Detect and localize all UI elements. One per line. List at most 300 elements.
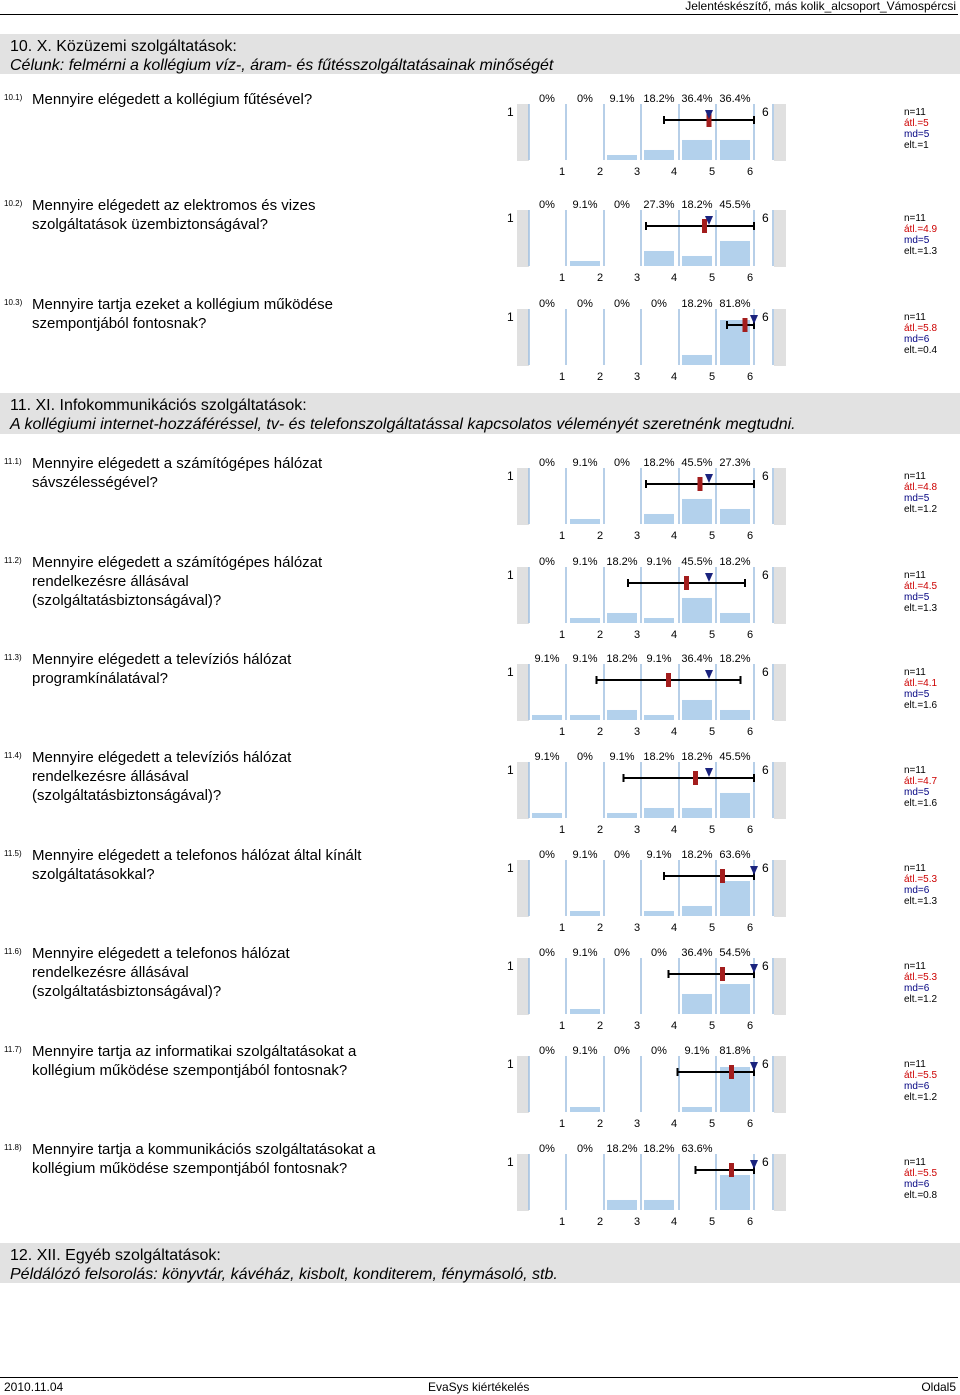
median-marker xyxy=(705,110,713,119)
stat-sd: elt.=1.2 xyxy=(904,994,938,1005)
section-11 xyxy=(0,393,960,434)
stat-n: n=11 xyxy=(904,961,926,972)
tick-label: 2 xyxy=(596,726,604,738)
percent-label: 0% xyxy=(577,93,593,105)
scale-left-label: 1 xyxy=(507,469,514,483)
percent-label: 18.2% xyxy=(719,653,751,665)
section-subtitle: A kollégiumi internet-hozzáféréssel, tv- és telefonszolgáltatással kapcsolatos véleményét szeretnénk megtudni. xyxy=(10,416,796,433)
bar-1 xyxy=(532,813,562,818)
distribution-chart xyxy=(0,846,900,936)
tick-label: 4 xyxy=(670,371,678,383)
percent-label: 18.2% xyxy=(606,556,638,568)
scale-left-panel xyxy=(517,567,529,624)
tick-label: 4 xyxy=(670,824,678,836)
scale-right-panel xyxy=(774,309,786,366)
question-number: 11.3) xyxy=(4,653,22,662)
tick-label: 4 xyxy=(670,166,678,178)
percent-label: 45.5% xyxy=(719,751,751,763)
percent-label: 45.5% xyxy=(681,457,713,469)
percent-label: 18.2% xyxy=(719,556,751,568)
stat-sd: elt.=1.6 xyxy=(904,798,938,809)
bar-4 xyxy=(644,150,674,160)
percent-label: 9.1% xyxy=(534,653,560,665)
tick-label: 6 xyxy=(746,1118,754,1130)
bar-6 xyxy=(720,140,750,160)
percent-label: 9.1% xyxy=(572,556,598,568)
bar-6 xyxy=(720,984,750,1014)
stat-median: md=5 xyxy=(904,129,930,140)
footer-divider xyxy=(0,1377,958,1378)
tick-label: 6 xyxy=(746,824,754,836)
bar-5 xyxy=(682,355,712,365)
bar-5 xyxy=(682,499,712,524)
tick-label: 4 xyxy=(670,272,678,284)
question-number: 11.1) xyxy=(4,457,22,466)
tick-label: 4 xyxy=(670,726,678,738)
scale-right-panel xyxy=(774,210,786,267)
scale-left-panel xyxy=(517,762,529,819)
question-text: Mennyire elégedett a kollégium fűtésével? xyxy=(32,91,313,108)
tick-label: 6 xyxy=(746,166,754,178)
tick-label: 4 xyxy=(670,530,678,542)
percent-label: 9.1% xyxy=(534,751,560,763)
bar-6 xyxy=(720,881,750,916)
bar-2 xyxy=(570,519,600,524)
scale-right-label: 6 xyxy=(762,665,769,679)
footer-center: EvaSys kiértékelés xyxy=(428,1380,530,1394)
stat-median: md=5 xyxy=(904,787,930,798)
scale-right-label: 6 xyxy=(762,1057,769,1071)
tick-label: 1 xyxy=(558,272,566,284)
bar-5 xyxy=(682,994,712,1014)
mean-marker xyxy=(720,967,725,981)
percent-label: 63.6% xyxy=(681,1143,713,1155)
stat-median: md=6 xyxy=(904,983,930,994)
tick-label: 2 xyxy=(596,922,604,934)
median-marker xyxy=(750,1160,758,1169)
percent-label: 0% xyxy=(539,556,555,568)
stats-block xyxy=(904,471,937,515)
scale-left-panel xyxy=(517,210,529,267)
percent-label: 36.4% xyxy=(681,93,713,105)
tick-label: 3 xyxy=(633,629,641,641)
question-number: 10.2) xyxy=(4,199,23,208)
stat-sd: elt.=1.3 xyxy=(904,246,938,257)
scale-left-panel xyxy=(517,468,529,525)
percent-label: 9.1% xyxy=(572,947,598,959)
stat-n: n=11 xyxy=(904,863,926,874)
median-marker xyxy=(705,474,713,483)
header-divider xyxy=(0,14,958,15)
question-10-2- xyxy=(0,196,960,286)
tick-label: 6 xyxy=(746,922,754,934)
tick-label: 5 xyxy=(708,272,716,284)
question-text: Mennyire elégedett a számítógépes hálózat sávszélességével? xyxy=(32,455,323,491)
scale-left-panel xyxy=(517,958,529,1015)
bar-6 xyxy=(720,613,750,623)
question-11-4- xyxy=(0,748,960,838)
tick-label: 5 xyxy=(708,726,716,738)
tick-label: 2 xyxy=(596,371,604,383)
percent-label: 18.2% xyxy=(681,849,713,861)
median-marker xyxy=(750,315,758,324)
tick-label: 1 xyxy=(558,166,566,178)
stat-median: md=5 xyxy=(904,235,930,246)
section-subtitle: Célunk: felmérni a kollégium víz-, áram- és fűtésszolgáltatásainak minőségét xyxy=(10,57,554,74)
stat-mean: átl.=5.5 xyxy=(904,1070,938,1081)
percent-label: 18.2% xyxy=(606,1143,638,1155)
scale-left-label: 1 xyxy=(507,105,514,119)
tick-label: 5 xyxy=(708,629,716,641)
percent-label: 81.8% xyxy=(719,298,751,310)
tick-label: 2 xyxy=(596,629,604,641)
stats-block xyxy=(904,863,937,907)
stat-mean: átl.=5.3 xyxy=(904,972,938,983)
mean-marker xyxy=(702,219,707,233)
question-11-7- xyxy=(0,1042,960,1132)
tick-label: 4 xyxy=(670,1216,678,1228)
bar-4 xyxy=(644,808,674,818)
bar-6 xyxy=(720,1067,750,1112)
tick-label: 2 xyxy=(596,1118,604,1130)
distribution-chart xyxy=(0,454,900,544)
stat-n: n=11 xyxy=(904,570,926,581)
median-marker xyxy=(750,1062,758,1071)
tick-label: 5 xyxy=(708,1216,716,1228)
distribution-chart xyxy=(0,90,900,180)
stat-n: n=11 xyxy=(904,667,926,678)
tick-label: 6 xyxy=(746,726,754,738)
bar-3 xyxy=(607,813,637,818)
mean-marker xyxy=(698,477,703,491)
question-text: Mennyire tartja a kommunikációs szolgáltatásokat a kollégium működése szempontjából fontosnak? xyxy=(32,1141,376,1177)
percent-label: 0% xyxy=(539,199,555,211)
tick-label: 2 xyxy=(596,824,604,836)
percent-label: 9.1% xyxy=(646,556,672,568)
scale-right-panel xyxy=(774,664,786,721)
scale-left-label: 1 xyxy=(507,1057,514,1071)
tick-label: 4 xyxy=(670,922,678,934)
bar-5 xyxy=(682,906,712,916)
percent-label: 0% xyxy=(577,298,593,310)
percent-label: 0% xyxy=(614,1045,630,1057)
question-text: Mennyire tartja ezeket a kollégium működése szempontjából fontosnak? xyxy=(32,296,333,332)
percent-label: 9.1% xyxy=(572,653,598,665)
stat-median: md=5 xyxy=(904,493,930,504)
stat-n: n=11 xyxy=(904,312,926,323)
percent-label: 0% xyxy=(539,1143,555,1155)
scale-right-label: 6 xyxy=(762,568,769,582)
question-number: 10.3) xyxy=(4,298,23,307)
percent-label: 9.1% xyxy=(646,653,672,665)
bar-6 xyxy=(720,241,750,266)
percent-label: 0% xyxy=(614,947,630,959)
tick-label: 1 xyxy=(558,922,566,934)
bar-2 xyxy=(570,911,600,916)
scale-right-label: 6 xyxy=(762,310,769,324)
percent-label: 18.2% xyxy=(681,298,713,310)
scale-left-label: 1 xyxy=(507,1155,514,1169)
percent-label: 0% xyxy=(577,751,593,763)
stat-sd: elt.=1 xyxy=(904,140,929,151)
stat-sd: elt.=0.4 xyxy=(904,345,938,356)
percent-label: 0% xyxy=(539,457,555,469)
percent-label: 9.1% xyxy=(572,1045,598,1057)
scale-right-label: 6 xyxy=(762,211,769,225)
question-11-5- xyxy=(0,846,960,936)
tick-label: 1 xyxy=(558,530,566,542)
distribution-chart xyxy=(0,748,900,838)
section-12 xyxy=(0,1243,960,1283)
distribution-chart xyxy=(0,196,900,286)
stat-sd: elt.=1.2 xyxy=(904,504,938,515)
tick-label: 6 xyxy=(746,629,754,641)
percent-label: 9.1% xyxy=(572,199,598,211)
tick-label: 1 xyxy=(558,726,566,738)
question-number: 11.8) xyxy=(4,1143,22,1152)
percent-label: 18.2% xyxy=(681,751,713,763)
tick-label: 6 xyxy=(746,530,754,542)
stat-n: n=11 xyxy=(904,471,926,482)
stat-mean: átl.=5 xyxy=(904,118,929,129)
tick-label: 1 xyxy=(558,629,566,641)
scale-left-label: 1 xyxy=(507,959,514,973)
tick-label: 4 xyxy=(670,629,678,641)
bar-2 xyxy=(570,1107,600,1112)
percent-label: 0% xyxy=(539,1045,555,1057)
mean-marker xyxy=(693,771,698,785)
stat-median: md=6 xyxy=(904,334,930,345)
tick-label: 5 xyxy=(708,922,716,934)
tick-label: 3 xyxy=(633,530,641,542)
tick-label: 1 xyxy=(558,1118,566,1130)
stats-block xyxy=(904,107,929,151)
mean-marker xyxy=(729,1163,734,1177)
tick-label: 6 xyxy=(746,371,754,383)
tick-label: 1 xyxy=(558,1020,566,1032)
scale-left-label: 1 xyxy=(507,568,514,582)
scale-left-panel xyxy=(517,1056,529,1113)
percent-label: 0% xyxy=(614,298,630,310)
percent-label: 63.6% xyxy=(719,849,751,861)
tick-label: 3 xyxy=(633,272,641,284)
percent-label: 9.1% xyxy=(609,751,635,763)
stat-n: n=11 xyxy=(904,1157,926,1168)
bar-6 xyxy=(720,710,750,720)
stats-block xyxy=(904,961,937,1005)
stat-sd: elt.=1.3 xyxy=(904,603,938,614)
tick-label: 2 xyxy=(596,272,604,284)
tick-label: 2 xyxy=(596,530,604,542)
percent-label: 0% xyxy=(651,298,667,310)
tick-label: 3 xyxy=(633,922,641,934)
percent-label: 0% xyxy=(614,199,630,211)
median-marker xyxy=(750,964,758,973)
question-text: Mennyire tartja az informatikai szolgáltatásokat a kollégium működése szempontjából fontosnak? xyxy=(32,1043,357,1079)
bar-5 xyxy=(682,140,712,160)
question-10-3- xyxy=(0,295,960,385)
percent-label: 9.1% xyxy=(572,849,598,861)
question-text: Mennyire elégedett az elektromos és vizes szolgáltatások üzembiztonságával? xyxy=(32,197,316,233)
question-text: Mennyire elégedett a telefonos hálózat rendelkezésre állásával (szolgáltatásbiztonságával)? xyxy=(32,945,290,1000)
stat-mean: átl.=5.3 xyxy=(904,874,938,885)
stat-n: n=11 xyxy=(904,1059,926,1070)
stat-mean: átl.=4.5 xyxy=(904,581,938,592)
scale-right-panel xyxy=(774,567,786,624)
stat-n: n=11 xyxy=(904,213,926,224)
scale-left-panel xyxy=(517,860,529,917)
question-number: 11.6) xyxy=(4,947,22,956)
scale-left-panel xyxy=(517,309,529,366)
bar-4 xyxy=(644,514,674,524)
median-marker xyxy=(705,573,713,582)
footer-page: Oldal5 xyxy=(921,1380,956,1394)
scale-left-panel xyxy=(517,104,529,161)
bar-5 xyxy=(682,256,712,266)
stat-median: md=6 xyxy=(904,885,930,896)
median-marker xyxy=(705,670,713,679)
percent-label: 0% xyxy=(651,947,667,959)
question-number: 11.4) xyxy=(4,751,22,760)
tick-label: 6 xyxy=(746,1020,754,1032)
question-number: 10.1) xyxy=(4,93,23,102)
distribution-chart xyxy=(0,1042,900,1132)
stat-sd: elt.=0.8 xyxy=(904,1190,938,1201)
scale-right-label: 6 xyxy=(762,959,769,973)
stat-median: md=6 xyxy=(904,1081,930,1092)
bar-4 xyxy=(644,618,674,623)
scale-right-label: 6 xyxy=(762,1155,769,1169)
distribution-chart xyxy=(0,1140,900,1230)
question-11-8- xyxy=(0,1140,960,1230)
scale-left-panel xyxy=(517,1154,529,1211)
percent-label: 27.3% xyxy=(719,457,751,469)
scale-right-panel xyxy=(774,762,786,819)
scale-right-panel xyxy=(774,104,786,161)
bar-3 xyxy=(607,1200,637,1210)
stats-block xyxy=(904,765,937,809)
percent-label: 45.5% xyxy=(719,199,751,211)
stat-median: md=5 xyxy=(904,689,930,700)
stats-block xyxy=(904,1157,937,1201)
stats-block xyxy=(904,213,937,257)
distribution-chart xyxy=(0,944,900,1034)
scale-left-label: 1 xyxy=(507,861,514,875)
question-number: 11.5) xyxy=(4,849,22,858)
section-title: 10. X. Közüzemi szolgáltatások: xyxy=(10,38,237,55)
scale-left-label: 1 xyxy=(507,665,514,679)
percent-label: 0% xyxy=(614,849,630,861)
percent-label: 36.4% xyxy=(719,93,751,105)
section-10 xyxy=(0,34,960,74)
percent-label: 18.2% xyxy=(643,457,675,469)
tick-label: 1 xyxy=(558,824,566,836)
scale-right-label: 6 xyxy=(762,469,769,483)
bar-5 xyxy=(682,1107,712,1112)
tick-label: 6 xyxy=(746,1216,754,1228)
section-title: 12. XII. Egyéb szolgáltatások: xyxy=(10,1247,221,1264)
stat-mean: átl.=4.8 xyxy=(904,482,938,493)
bar-3 xyxy=(607,613,637,623)
tick-label: 3 xyxy=(633,1216,641,1228)
tick-label: 2 xyxy=(596,1216,604,1228)
tick-label: 3 xyxy=(633,726,641,738)
question-11-2- xyxy=(0,553,960,643)
report-header xyxy=(0,0,960,13)
scale-right-panel xyxy=(774,1154,786,1211)
percent-label: 9.1% xyxy=(609,93,635,105)
scale-left-label: 1 xyxy=(507,310,514,324)
scale-right-label: 6 xyxy=(762,763,769,777)
mean-marker xyxy=(666,673,671,687)
percent-label: 27.3% xyxy=(643,199,675,211)
percent-label: 36.4% xyxy=(681,653,713,665)
scale-left-label: 1 xyxy=(507,763,514,777)
bar-3 xyxy=(607,710,637,720)
report-source: Jelentéskészítő, más kolik_alcsoport_Vámospércsi xyxy=(685,0,956,13)
tick-label: 3 xyxy=(633,1020,641,1032)
percent-label: 0% xyxy=(614,457,630,469)
tick-label: 5 xyxy=(708,1020,716,1032)
question-number: 11.2) xyxy=(4,556,22,565)
percent-label: 18.2% xyxy=(606,653,638,665)
percent-label: 54.5% xyxy=(719,947,751,959)
stat-mean: átl.=4.1 xyxy=(904,678,938,689)
stat-mean: átl.=5.5 xyxy=(904,1168,938,1179)
bar-4 xyxy=(644,1200,674,1210)
mean-marker xyxy=(729,1065,734,1079)
footer-date: 2010.11.04 xyxy=(4,1380,64,1394)
scale-right-panel xyxy=(774,958,786,1015)
bar-6 xyxy=(720,509,750,524)
scale-left-panel xyxy=(517,664,529,721)
stat-mean: átl.=4.9 xyxy=(904,224,938,235)
tick-label: 6 xyxy=(746,272,754,284)
percent-label: 9.1% xyxy=(646,849,672,861)
scale-right-label: 6 xyxy=(762,105,769,119)
bar-5 xyxy=(682,808,712,818)
tick-label: 3 xyxy=(633,1118,641,1130)
stat-sd: elt.=1.2 xyxy=(904,1092,938,1103)
bar-1 xyxy=(532,715,562,720)
percent-label: 18.2% xyxy=(643,751,675,763)
question-text: Mennyire elégedett a telefonos hálózat által kínált szolgáltatásokkal? xyxy=(32,847,362,883)
bar-2 xyxy=(570,261,600,266)
stats-block xyxy=(904,1059,937,1103)
median-marker xyxy=(705,768,713,777)
percent-label: 18.2% xyxy=(681,199,713,211)
stats-block xyxy=(904,667,937,711)
percent-label: 0% xyxy=(539,849,555,861)
tick-label: 1 xyxy=(558,371,566,383)
tick-label: 3 xyxy=(633,371,641,383)
scale-left-label: 1 xyxy=(507,211,514,225)
question-text: Mennyire elégedett a televíziós hálózat programkínálatával? xyxy=(32,651,292,687)
distribution-chart xyxy=(0,553,900,643)
question-10-1- xyxy=(0,90,960,180)
bar-6 xyxy=(720,793,750,818)
stat-median: md=6 xyxy=(904,1179,930,1190)
tick-label: 5 xyxy=(708,371,716,383)
bar-5 xyxy=(682,700,712,720)
tick-label: 5 xyxy=(708,166,716,178)
percent-label: 18.2% xyxy=(643,1143,675,1155)
tick-label: 4 xyxy=(670,1020,678,1032)
tick-label: 4 xyxy=(670,1118,678,1130)
bar-2 xyxy=(570,715,600,720)
section-title: 11. XI. Infokommunikációs szolgáltatások: xyxy=(10,397,307,414)
percent-label: 45.5% xyxy=(681,556,713,568)
